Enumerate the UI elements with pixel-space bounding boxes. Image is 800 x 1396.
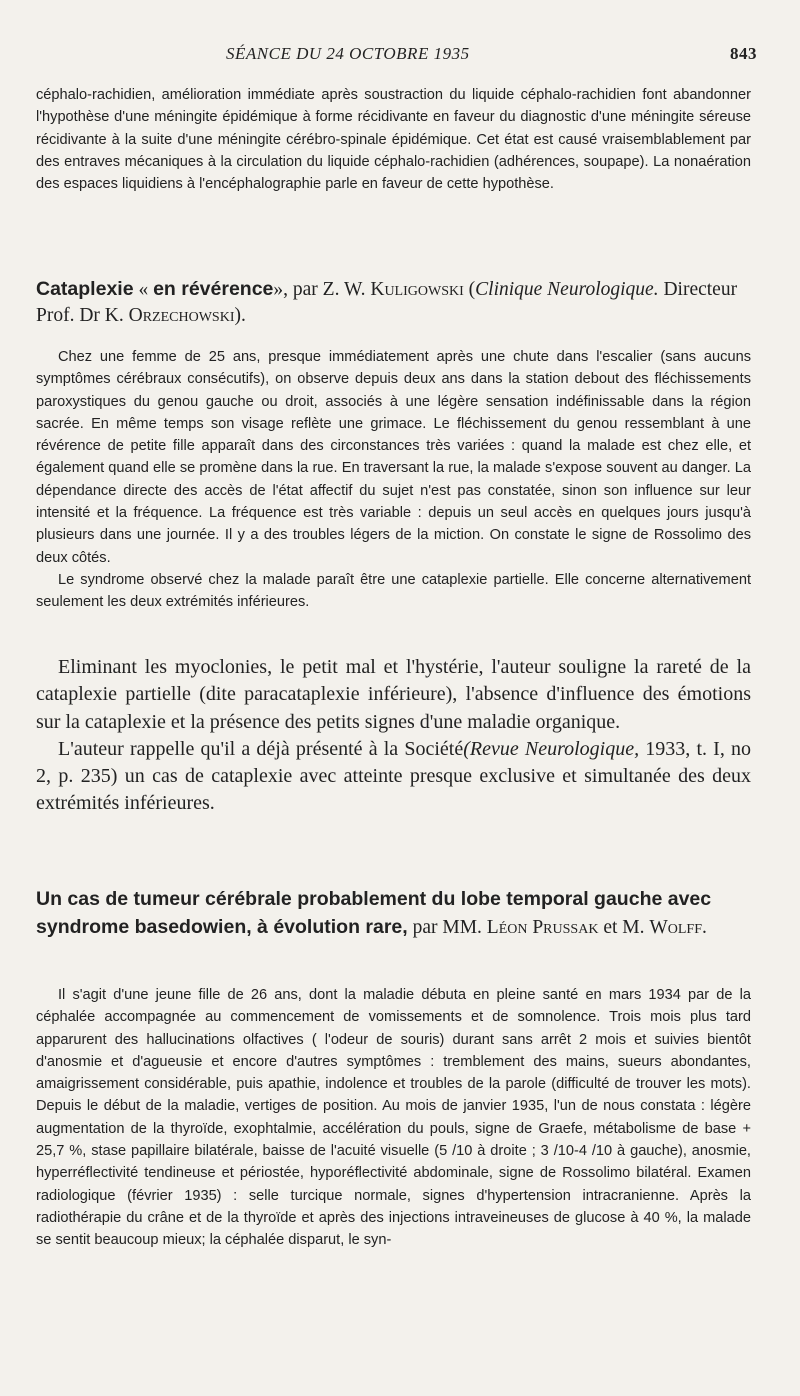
article1-title-bold-2: en révérence <box>153 278 274 300</box>
article1-quote-open: « <box>138 279 149 300</box>
article2-title-bold: Un cas de tumeur cérébrale probablement du lobe temporal gauche avec syndrome basedowien, à évolution rare, <box>36 888 712 938</box>
article1-paragraph-4 <box>36 736 751 818</box>
article1-paragraph-1: Chez une femme de 25 ans, presque immédiatement après une chute dans l'escalier (sans aucuns symptômes cérébraux consécutifs), on observe depuis deux ans dans la station debout des fléchissements paroxystiques du genou gauche ou droit, associés à une légère sensation indéfinissable dans la région sacrée. En même temps son visage reflète une grimace. Le fléchissement du genou ressemblant à une révérence de petite fille apparaît dans des circonstances très variées : quand la malade est chez elle, et également quand elle se promène dans la rue. En traversant la rue, la malade s'expose souvent au danger. La dépendance directe des accès de l'état affectif du sujet n'est pas constatée, sinon son influence sur leur intensité et la fréquence. La fréquence est très variable : depuis un seul accès en quelques jours jusqu'à plusieurs dans une journée. Il y a des troubles légers de la miction. On constate le signe de Rossolimo des deux côtés. <box>36 349 751 566</box>
article1-discussion <box>36 654 751 818</box>
article1-p4-start: L'auteur rappelle qu'il a déjà présenté à la Société <box>58 737 464 760</box>
article1-paragraph-2: Le syndrome observé chez la malade paraît être une cataplexie partielle. Elle concerne alternativement seulement les deux extrémités inférieures. <box>36 571 751 611</box>
article1-title-by: », par Z. W. <box>273 279 366 300</box>
article1-clinic: Clinique Neurologique. <box>475 279 659 300</box>
intro-text-block <box>36 84 751 195</box>
article2-author-1: Léon Prussak <box>486 916 599 938</box>
article2-body <box>36 984 751 1252</box>
article2-title <box>36 886 751 941</box>
article1-director: Directeur Prof. Dr K. <box>36 279 738 326</box>
running-header <box>36 44 757 66</box>
article1-title-bold-1: Cataplexie <box>36 278 134 300</box>
article1-p4-end: 1933, t. I, no 2, p. 235) un cas de cataplexie avec atteinte presque exclusive et simultanée des deux extrémités inférieures. <box>36 737 751 815</box>
article2-author-2: Wolff. <box>649 916 707 938</box>
article1-body <box>36 346 751 614</box>
article1-p4-journal: (Revue Neurologique, <box>463 737 640 760</box>
intro-paragraph: céphalo-rachidien, amélioration immédiate après soustraction du liquide céphalo-rachidien font abandonner l'hypothèse d'une méningite épidémique à forme récidivante en faveur du diagnostic d'une méningite séreuse récidivante à la suite d'une méningite cérébro-spinale épidémique. Cet état est causé vraisemblablement par des entraves mécaniques à la circulation du liquide céphalo-rachidien (adhérences, soupape). La nonaération des espaces liquidiens à l'encéphalographie parle en faveur de cette hypothèse. <box>36 87 751 193</box>
article1-title <box>36 276 751 329</box>
article1-clinic-open: ( <box>468 279 476 300</box>
article1-director-name: Orzechowski <box>128 305 235 326</box>
article1-close: ). <box>234 305 246 326</box>
page-number: 843 <box>730 44 757 63</box>
article2-and: et M. <box>603 916 645 938</box>
article2-paragraph-1: Il s'agit d'une jeune fille de 26 ans, dont la maladie débuta en pleine santé en mars 1934 par de la céphalée accompagnée au commencement de vomissements et de somnolence. Trois mois plus tard apparurent des hallucinations olfactives ( l'odeur de souris) durant sans arrêt 2 mois et suivies bientôt d'anosmie et d'agueusie et encore d'autres symptômes : tremblement des mains, sueurs abondantes, amaigrissement considérable, puis apathie, indolence et troubles de la parole (difficulté de trouver les mots). Depuis le début de la maladie, vertiges de position. Au mois de janvier 1935, l'un de nous constata : légère augmentation de la thyroïde, exophtalmie, accélération du pouls, signe de Graefe, métabolisme de base + 25,7 %, stase papillaire bilatérale, baisse de l'acuité visuelle (5 /10 à droite ; 3 /10-4 /10 à gauche), anosmie, hyperréflectivité tendineuse et périostée, hyporéflectivité abdominale, signe de Rossolimo bilatéral. Examen radiologique (février 1935) : selle turcique normale, signes d'hypertension intracranienne. Après la radiothérapie du crâne et de la thyroïde et après des injections intraveineuses de glucose à 40 %, la malade se sentit beaucoup mieux; la céphalée disparut, le syn- <box>36 987 751 1249</box>
article2-title-by: par MM. <box>412 916 482 938</box>
header-title: SÉANCE DU 24 OCTOBRE 1935 <box>226 44 470 63</box>
article1-paragraph-3: Eliminant les myoclonies, le petit mal et l'hystérie, l'auteur souligne la rareté de la cataplexie partielle (dite paracataplexie inférieure), l'absence d'influence des émotions sur la cataplexie et la présence des petits signes d'une maladie organique. <box>36 656 751 733</box>
article1-author: Kuligowski <box>370 279 464 300</box>
